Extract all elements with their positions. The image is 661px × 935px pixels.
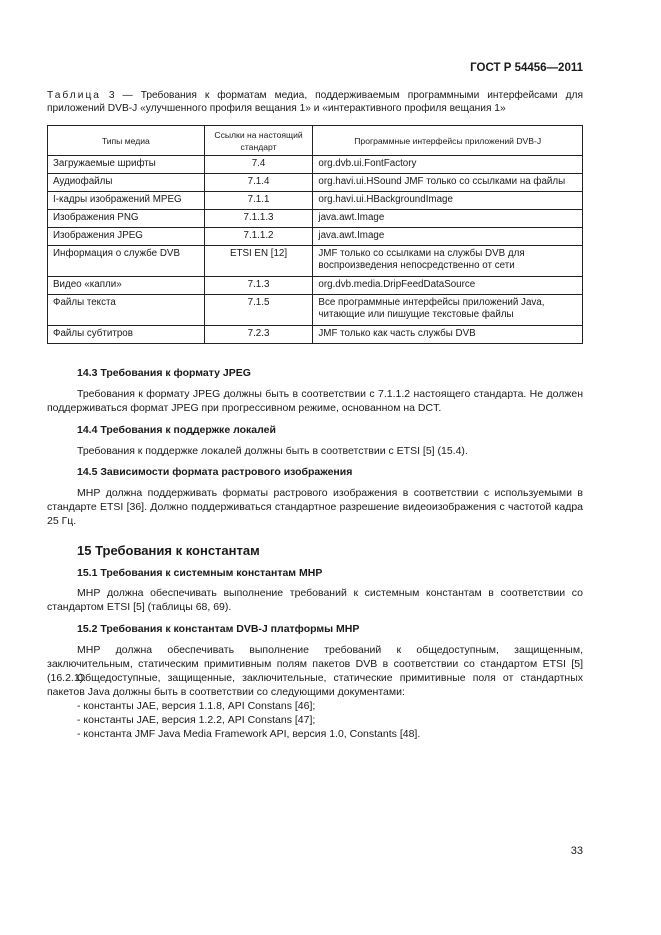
- list-item: - константы JAE, версия 1.1.8, API Constans [46];: [77, 700, 316, 712]
- table-header-row: [48, 126, 583, 156]
- table-caption: [47, 89, 583, 115]
- cell-media-type: Файлы субтитров: [48, 326, 205, 344]
- paragraph-14-3: Требования к формату JPEG должны быть в соответствии с 7.1.1.2 настоящего стандарта. Не должен поддерживаться формат JPEG при прогрессивном режиме, основанном на DCT.: [47, 388, 583, 414]
- paragraph-14-4: Требования к поддержке локалей должны быть в соответствии с ETSI [5] (15.4).: [77, 445, 468, 457]
- header-media-type: Типы медиа: [48, 126, 205, 156]
- table-row: [48, 295, 583, 326]
- cell-dvbj-api: java.awt.Image: [313, 210, 583, 228]
- heading-15-2: 15.2 Требования к константам DVB-J платформы МНР: [77, 623, 360, 635]
- cell-dvbj-api: org.dvb.ui.FontFactory: [313, 156, 583, 174]
- references-list: [77, 699, 583, 741]
- cell-media-type: Аудиофайлы: [48, 174, 205, 192]
- cell-dvbj-api: JMF только со ссылками на службы DVB для воспроизведения непосредственно от сети: [313, 246, 583, 277]
- table-caption-text: 3 — Требования к форматам медиа, поддерживаемым программными интерфейсами для приложений DVB-J «улучшенного профиля вещания 1» и «интерактивного профиля вещания 1»: [47, 90, 583, 114]
- list-item: - константа JMF Java Media Framework API, версия 1.0, Constants [48].: [77, 728, 421, 740]
- list-item: - константы JAE, версия 1.2.2, API Constans [47];: [77, 714, 316, 726]
- cell-media-type: Изображения JPEG: [48, 228, 205, 246]
- cell-standard-ref: 7.1.1.2: [204, 228, 313, 246]
- cell-dvbj-api: org.havi.ui.HBackgroundImage: [313, 192, 583, 210]
- header-standard-ref: Ссылки на настоящий стандарт: [204, 126, 313, 156]
- heading-14-5: 14.5 Зависимости формата растрового изображения: [77, 466, 353, 478]
- cell-media-type: I-кадры изображений MPEG: [48, 192, 205, 210]
- heading-15-1: 15.1 Требования к системным константам МНР: [77, 567, 323, 579]
- cell-media-type: Файлы текста: [48, 295, 205, 326]
- cell-standard-ref: 7.1.1.3: [204, 210, 313, 228]
- table-row: [48, 326, 583, 344]
- document-code: ГОСТ Р 54456—2011: [470, 62, 583, 74]
- paragraph-15-2-a: МНР должна обеспечивать выполнение требований к общедоступным, защищенным, заключительным, статическим примитивным полям пакетов DVB в соответствии со стандартом ETSI [5] (16.2.1).: [47, 644, 583, 684]
- cell-dvbj-api: JMF только как часть службы DVB: [313, 326, 583, 344]
- header-dvbj-api: Программные интерфейсы приложений DVB-J: [313, 126, 583, 156]
- paragraph-14-5: МНР должна поддерживать форматы растрового изображения в соответствии с используемыми в стандарте ETSI [36]. Должно поддерживаться стандартное разрешение видеоизображения с частотой кадра 25 Гц.: [47, 487, 583, 527]
- cell-standard-ref: 7.1.4: [204, 174, 313, 192]
- cell-standard-ref: ETSI EN [12]: [204, 246, 313, 277]
- table-row: [48, 277, 583, 295]
- heading-15: 15 Требования к константам: [77, 543, 260, 558]
- cell-standard-ref: 7.2.3: [204, 326, 313, 344]
- cell-media-type: Изображения PNG: [48, 210, 205, 228]
- cell-dvbj-api: org.dvb.media.DripFeedDataSource: [313, 277, 583, 295]
- table-caption-label: Таблица: [47, 90, 101, 101]
- table-row: [48, 192, 583, 210]
- cell-dvbj-api: Все программные интерфейсы приложений Java, читающие или пишущие текстовые файлы: [313, 295, 583, 326]
- page-number: 33: [570, 845, 583, 857]
- table-row: [48, 228, 583, 246]
- paragraph-15-1: МНР должна обеспечивать выполнение требований к системным константам в соответствии со стандартом ETSI [5] (таблицы 68, 69).: [47, 587, 583, 613]
- cell-media-type: Загружаемые шрифты: [48, 156, 205, 174]
- cell-standard-ref: 7.1.3: [204, 277, 313, 295]
- cell-media-type: Информация о службе DVB: [48, 246, 205, 277]
- table-row: [48, 156, 583, 174]
- heading-14-4: 14.4 Требования к поддержке локалей: [77, 424, 276, 436]
- media-formats-table: [47, 125, 583, 344]
- cell-standard-ref: 7.1.5: [204, 295, 313, 326]
- heading-14-3: 14.3 Требования к формату JPEG: [77, 367, 251, 379]
- table-row: [48, 210, 583, 228]
- cell-dvbj-api: java.awt.Image: [313, 228, 583, 246]
- cell-standard-ref: 7.1.1: [204, 192, 313, 210]
- paragraph-15-2-b: Общедоступные, защищенные, заключительные, статические примитивные поля от стандартных пакетов Java должны быть в соответствии со следующими документами:: [47, 672, 583, 698]
- table-row: [48, 246, 583, 277]
- cell-dvbj-api: org.havi.ui.HSound JMF только со ссылками на файлы: [313, 174, 583, 192]
- cell-standard-ref: 7.4: [204, 156, 313, 174]
- table-row: [48, 174, 583, 192]
- cell-media-type: Видео «капли»: [48, 277, 205, 295]
